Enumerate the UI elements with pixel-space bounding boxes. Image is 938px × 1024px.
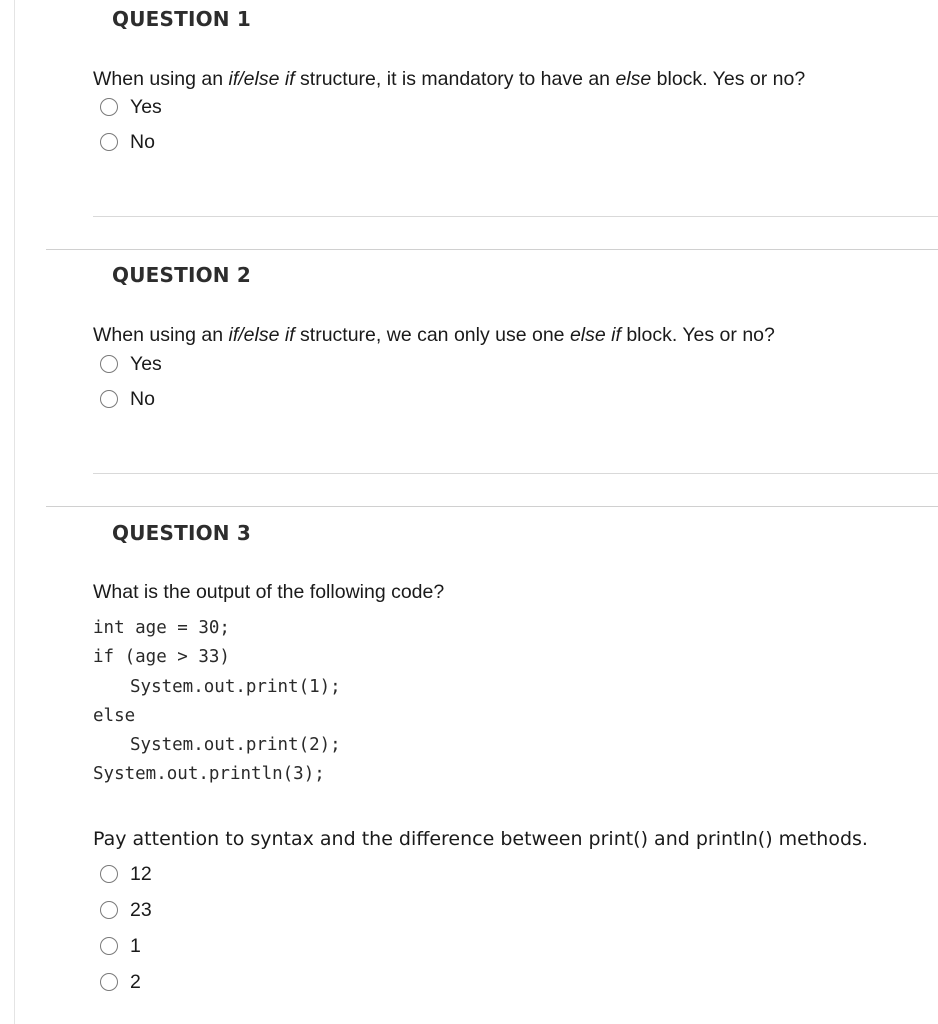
option-label: No — [130, 387, 155, 410]
question-3-note: Pay attention to syntax and the difference between print() and println() methods. — [93, 828, 868, 850]
question-3-option-1[interactable] — [100, 933, 141, 959]
left-border — [14, 0, 15, 1024]
option-label: 1 — [130, 934, 141, 957]
question-3-option-23[interactable] — [100, 897, 152, 923]
question-1-option-yes[interactable] — [100, 94, 162, 120]
option-label: 12 — [130, 862, 152, 885]
option-label: Yes — [130, 352, 162, 375]
code-line: if (age > 33) — [93, 647, 230, 668]
radio-button[interactable] — [100, 98, 118, 116]
section-divider — [46, 249, 938, 250]
radio-button[interactable] — [100, 133, 118, 151]
radio-button[interactable] — [100, 865, 118, 883]
radio-button[interactable] — [100, 973, 118, 991]
question-1-text: When using an if/else if structure, it is mandatory to have an else block. Yes or no? — [93, 68, 806, 90]
radio-button[interactable] — [100, 390, 118, 408]
code-line: System.out.println(3); — [93, 764, 325, 785]
question-2-text: When using an if/else if structure, we can only use one else if block. Yes or no? — [93, 324, 775, 346]
question-3-option-12[interactable] — [100, 861, 152, 887]
question-3-title: QUESTION 3 — [112, 521, 252, 545]
question-2-option-yes[interactable] — [100, 351, 162, 377]
option-label: 2 — [130, 970, 141, 993]
code-line: System.out.print(1); — [130, 676, 341, 697]
question-1-title: QUESTION 1 — [112, 7, 252, 31]
code-block — [93, 614, 341, 790]
section-divider — [46, 506, 938, 507]
radio-button[interactable] — [100, 937, 118, 955]
radio-button[interactable] — [100, 355, 118, 373]
question-2-title: QUESTION 2 — [112, 263, 252, 287]
question-3-option-2[interactable] — [100, 969, 141, 995]
option-label: Yes — [130, 95, 162, 118]
option-label: 23 — [130, 898, 152, 921]
code-line: int age = 30; — [93, 618, 230, 638]
code-line: else — [93, 705, 136, 726]
radio-button[interactable] — [100, 901, 118, 919]
option-label: No — [130, 130, 155, 153]
code-line: System.out.print(2); — [130, 735, 341, 756]
question-3-text: What is the output of the following code? — [93, 581, 445, 603]
question-1-option-no[interactable] — [100, 129, 155, 155]
question-1-separator — [93, 216, 938, 217]
question-2-option-no[interactable] — [100, 386, 155, 412]
question-2-separator — [93, 473, 938, 474]
